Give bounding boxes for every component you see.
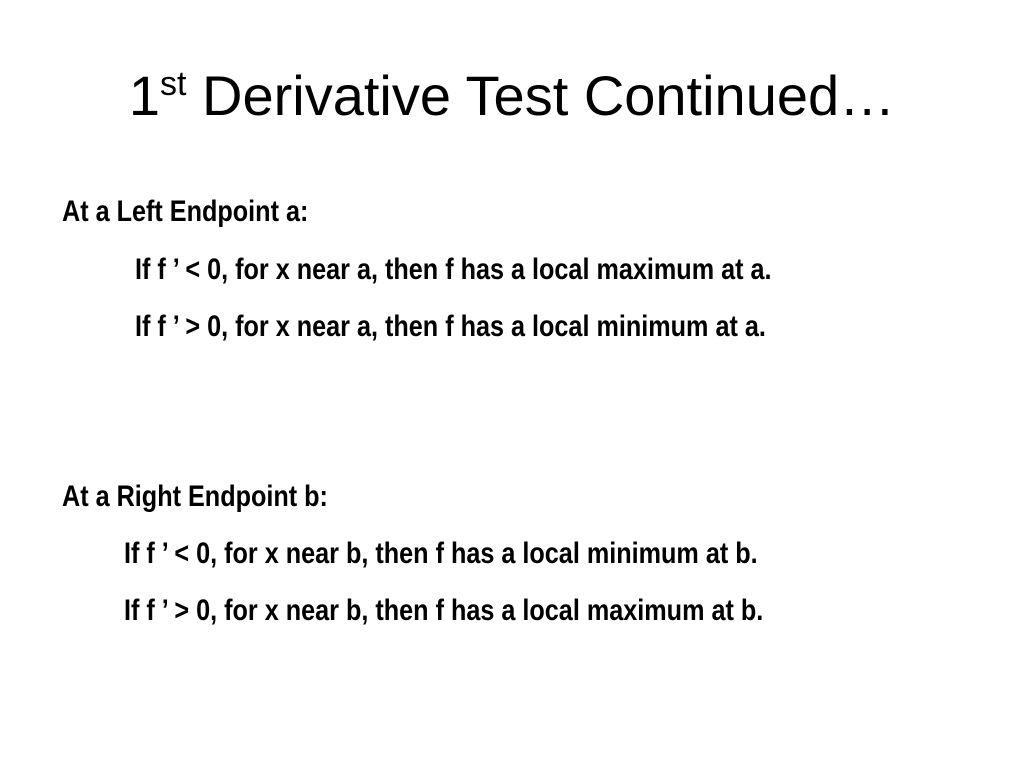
- title-number: 1: [128, 64, 161, 127]
- right-endpoint-rule-min: If f ’ < 0, for x near b, then f has a local minimum at b.: [124, 537, 758, 570]
- title-text: Derivative Test Continued…: [186, 64, 896, 127]
- left-endpoint-rule-min: If f ’ > 0, for x near a, then f has a local minimum at a.: [135, 310, 766, 343]
- left-endpoint-rule-max: If f ’ < 0, for x near a, then f has a local maximum at a.: [135, 253, 772, 286]
- right-endpoint-heading: At a Right Endpoint b:: [62, 480, 328, 513]
- right-endpoint-rule-max: If f ’ > 0, for x near b, then f has a local maximum at b.: [124, 594, 764, 627]
- slide-title: [0, 58, 1024, 134]
- title-superscript: st: [160, 65, 187, 103]
- left-endpoint-heading: At a Left Endpoint a:: [62, 195, 309, 228]
